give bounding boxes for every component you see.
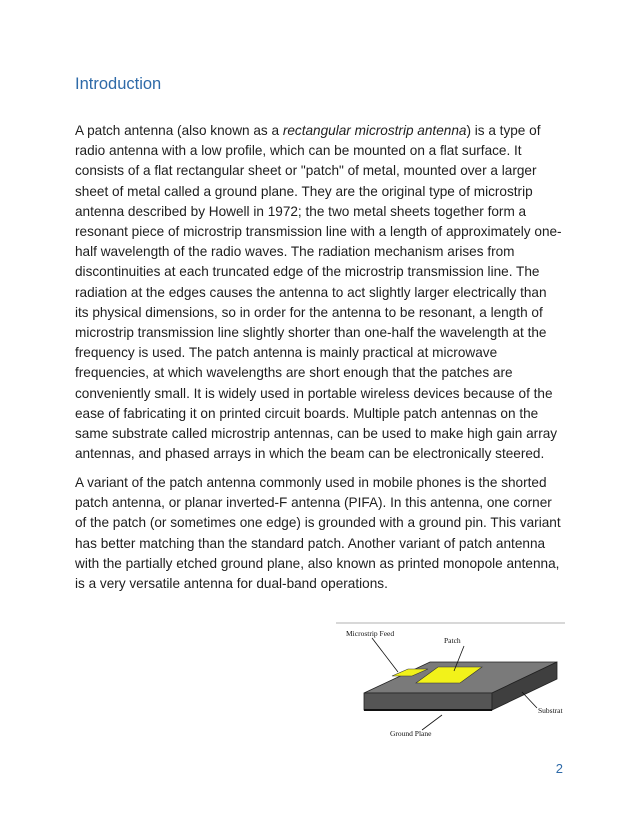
label-patch: Patch <box>444 636 461 645</box>
para-lead: A <box>75 123 88 138</box>
substrate-front <box>364 693 492 710</box>
patch-antenna-figure <box>332 622 568 740</box>
leader-feed <box>372 638 398 672</box>
label-microstrip-feed: Microstrip Feed <box>346 629 395 638</box>
paragraph-intro <box>75 121 563 464</box>
leader-ground <box>422 715 442 730</box>
term-rectangular-microstrip: rectangular microstrip antenna <box>282 123 467 138</box>
term-patch-antenna: patch antenna <box>87 123 174 138</box>
leader-substrate <box>522 692 537 708</box>
para-rest: ) is a type of radio antenna with a low profile, which can be mounted on a flat surface. It consists of a flat rectangular sheet or "patch" of metal, mounted over a larger sheet of metal called a ground plane. They are the original type of microstrip antenna described by Howell in 1972; the two metal sheets together form a resonant piece of microstrip transmission line with a length of approximately one-half wavelength of the radio waves. The radiation mechanism arises from discontinuities at each truncated edge of the microstrip transmission line. The radiation at the edges causes the antenna to act slightly larger electrically than its physical dimensions, so in order for the antenna to be resonant, a length of microstrip transmission line slightly shorter than one-half the wavelength at the frequency is used. The patch antenna is mainly practical at microwave frequencies, at which wavelengths are short enough that the patches are conveniently small. It is widely used in portable wireless devices because of the ease of fabricating it on printed circuit boards. Multiple patch antennas on the same substrate called microstrip antennas, can be used to make high gain array antennas, and phased arrays in which the beam can be electronically steered. <box>75 123 562 462</box>
paragraph-variant: A variant of the patch antenna commonly used in mobile phones is the shorted patch antenna, or planar inverted-F antenna (PIFA). In this antenna, one corner of the patch (or sometimes one edge) is grounded with a ground pin. This variant has better matching than the standard patch. Another variant of patch antenna with the partially etched ground plane, also known as printed monopole antenna, is a very versatile antenna for dual-band operations. <box>75 475 561 592</box>
label-substrate: Substrat <box>538 706 563 715</box>
section-heading: Introduction <box>75 75 162 93</box>
para-mid: (also known as a <box>173 123 283 138</box>
label-ground-plane: Ground Plane <box>390 729 432 738</box>
page-number: 2 <box>555 761 563 776</box>
